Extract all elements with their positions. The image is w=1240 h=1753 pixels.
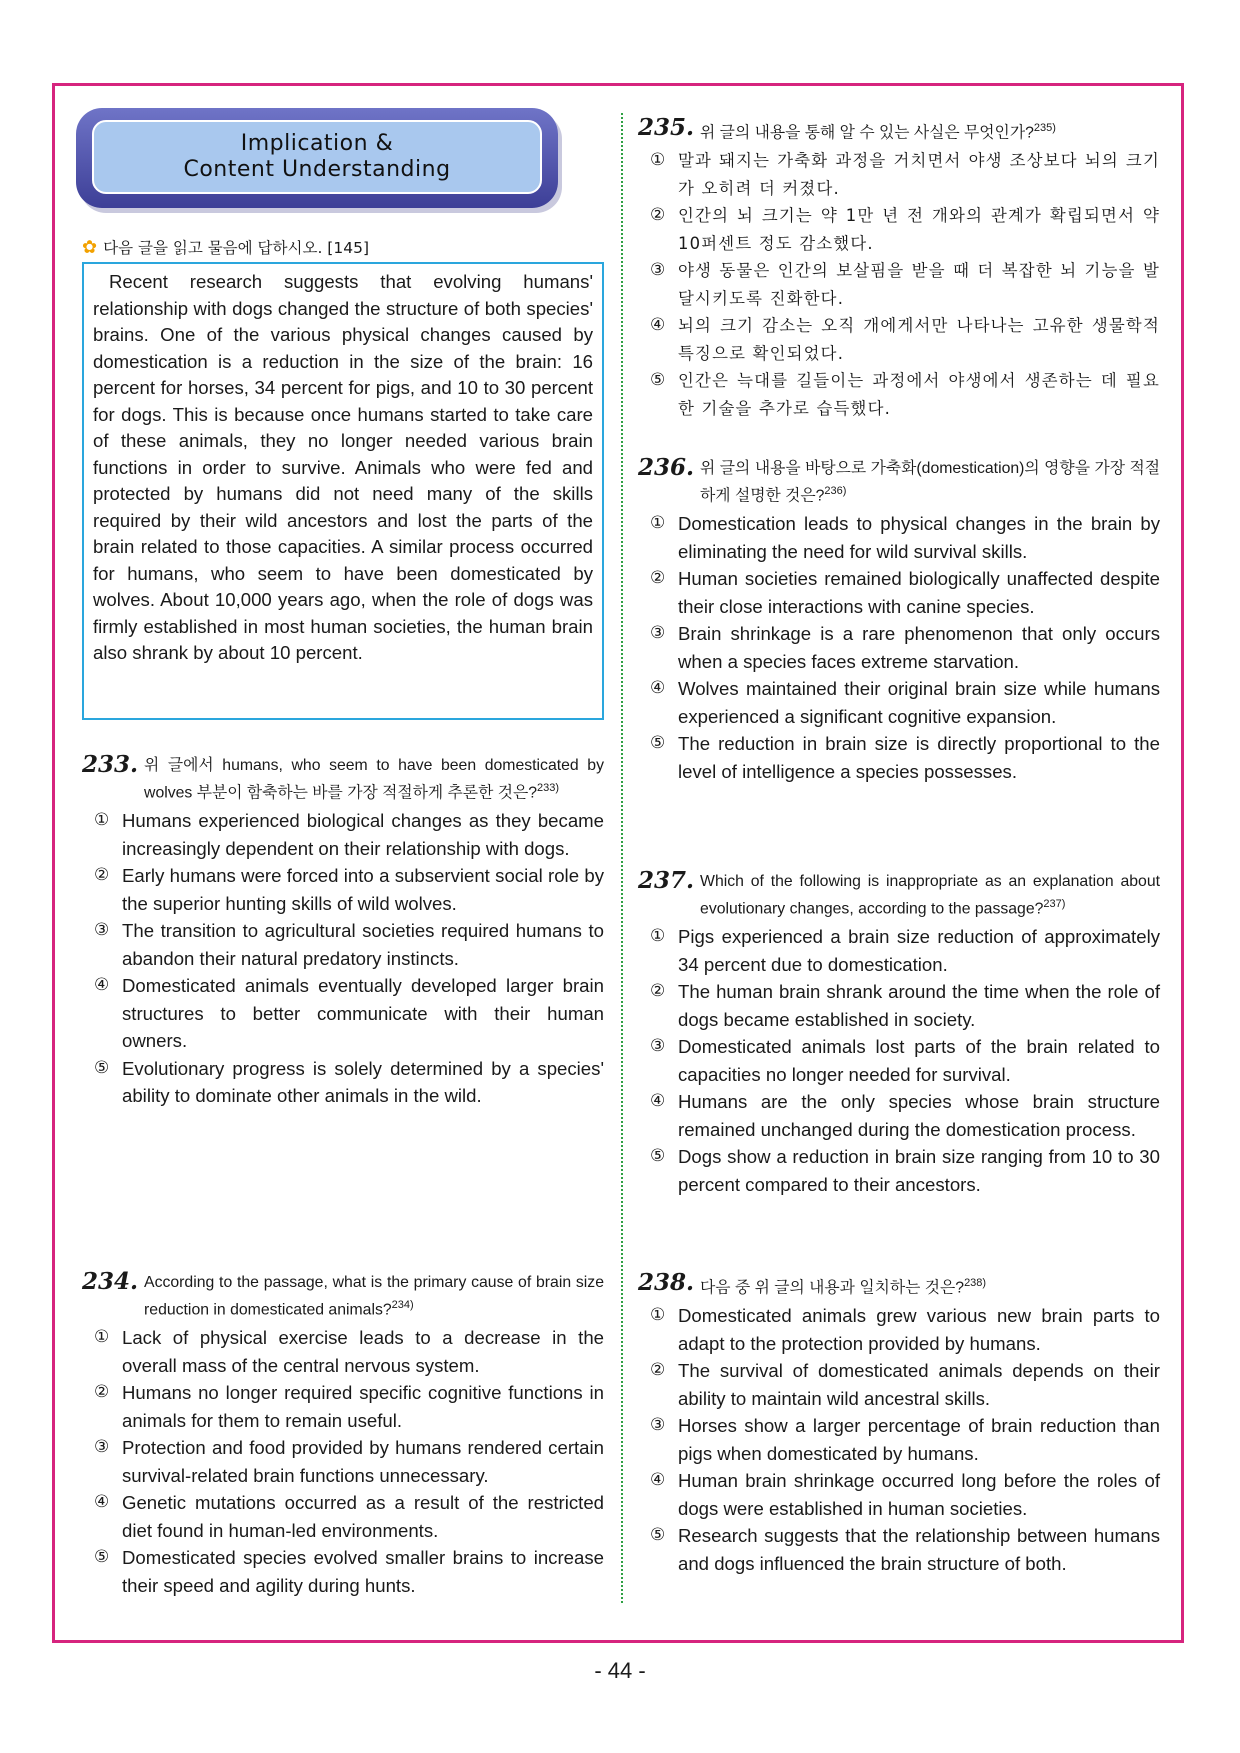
instruction [82,236,369,258]
option[interactable] [638,978,1160,1033]
footnote-ref: 236) [824,485,847,497]
option[interactable] [638,1033,1160,1088]
option-text: The transition to agricultural societies required humans to abandon their natural predatory instincts. [122,920,604,969]
question-text: According to the passage, what is the primary cause of brain size reduction in domesticated animals? [144,1274,604,1319]
option-text: Humans experienced biological changes as they became increasingly dependent on their relationship with dogs. [122,810,604,859]
option[interactable] [82,1434,604,1489]
option-text: Evolutionary progress is solely determined by a species' ability to dominate other animals in the wild. [122,1057,604,1107]
question-number: 238. [638,1269,695,1296]
question-prompt [700,117,1160,144]
question-text: 위 글의 내용을 통해 알 수 있는 사실은 무엇인가? [700,124,1034,142]
section-banner-inner [92,120,542,194]
question-text: Which of the following is inappropriate as an explanation about evolutionary changes, according to the passage? [700,873,1160,918]
option-text: Domestication leads to physical changes in the brain by eliminating the need for wild survival skills. [678,513,1160,562]
banner-title-line2: Content Understanding [183,157,451,182]
option-marker: ② [94,865,110,886]
option-marker: ⑤ [650,733,666,754]
option-text: 말과 돼지는 가축화 과정을 거치면서 야생 조상보다 뇌의 크기가 오히려 더 커졌다. [678,151,1160,198]
option-marker: ③ [650,260,667,281]
option-text: Domesticated species evolved smaller brains to increase their speed and agility during hunts. [122,1547,604,1596]
footnote-ref: 233) [537,782,560,794]
option[interactable] [638,257,1160,312]
option-marker: ④ [650,315,667,336]
option-marker: ② [650,205,667,226]
option-text: Protection and food provided by humans rendered certain survival-related brain functions unnecessary. [122,1437,604,1486]
question-number: 237. [638,867,695,894]
option-marker: ⑤ [94,1547,110,1568]
question-text: 위 글의 내용을 바탕으로 가축화(domestication)의 영향을 가장 적절하게 설명한 것은? [700,460,1160,505]
option-marker: ④ [94,1492,110,1513]
option[interactable] [82,1055,604,1110]
question-236 [638,454,1160,785]
footnote-ref: 238) [964,1277,987,1289]
option[interactable] [638,730,1160,785]
option-marker: ② [94,1382,110,1403]
option-marker: ③ [650,1036,666,1057]
page-number: - 44 - [594,1658,646,1683]
option-marker: ② [650,981,666,1002]
option-marker: ① [650,926,666,947]
option-list [638,510,1160,785]
option-marker: ④ [650,1091,666,1112]
question-number: 236. [638,454,695,481]
question-header [82,751,604,804]
option[interactable] [638,675,1160,730]
option-text: Pigs experienced a brain size reduction of approximately 34 percent due to domestication. [678,926,1160,975]
option-text: Dogs show a reduction in brain size ranging from 10 to 30 percent compared to their ancestors. [678,1146,1160,1195]
option-list [638,1302,1160,1577]
option-list [82,807,604,1110]
option-text: Research suggests that the relationship between humans and dogs influenced the brain structure of both. [678,1525,1160,1574]
option-text: Humans no longer required specific cognitive functions in animals for them to remain useful. [122,1382,604,1431]
option-marker: ③ [650,623,666,644]
option[interactable] [638,147,1160,202]
question-number: 235. [638,114,695,141]
option-text: Horses show a larger percentage of brain reduction than pigs when domesticated by humans. [678,1415,1160,1464]
column-divider [621,113,623,1603]
question-238 [638,1269,1160,1577]
option-text: Lack of physical exercise leads to a decrease in the overall mass of the central nervous system. [122,1327,604,1376]
question-235 [638,114,1160,422]
option[interactable] [638,312,1160,367]
question-237 [638,867,1160,1198]
option-marker: ② [650,1360,666,1381]
option-text: The reduction in brain size is directly proportional to the level of intelligence a species possesses. [678,733,1160,782]
reading-passage: Recent research suggests that evolving humans' relationship with dogs changed the structure of both species' brains. One of the various physical changes caused by domestication is a reduction in the size of the brain: 16 percent for horses, 34 percent for pigs, and 10 to 30 percent for dogs. This is because once humans started to take care of these animals, they no longer needed various brain functions in order to survive. Animals who were fed and protected by humans did not need many of the skills required by their wild ancestors and lost the parts of the brain related to those capacities. A similar process occurred for humans, who seem to have been domesticated by wolves. About 10,000 years ago, when the role of dogs was firmly established in most human societies, the human brain also shrank by about 10 percent. [82,262,604,720]
question-header [638,454,1160,507]
option[interactable] [638,1467,1160,1522]
banner-title-line1: Implication & [240,131,394,156]
option[interactable] [82,1324,604,1379]
option-text: The human brain shrank around the time when the role of dogs became established in society. [678,981,1160,1030]
option-marker: ① [94,810,110,831]
question-text: 위 글에서 humans, who seem to have been domesticated by wolves 부분이 함축하는 바를 가장 적절하게 추론한 것은? [144,757,604,802]
option[interactable] [638,1302,1160,1357]
option-text: Domesticated animals grew various new brain parts to adapt to the protection provided by humans. [678,1305,1160,1354]
option[interactable] [638,1143,1160,1198]
section-banner [76,108,558,208]
question-text: 다음 중 위 글의 내용과 일치하는 것은? [700,1279,965,1297]
option-marker: ⑤ [650,370,667,391]
flower-icon: ✿ [82,236,98,258]
option-text: Genetic mutations occurred as a result of the restricted diet found in human-led environments. [122,1492,604,1541]
option[interactable] [82,1489,604,1544]
option-marker: ③ [650,1415,666,1436]
option-marker: ③ [94,1437,110,1458]
question-header [638,867,1160,920]
option[interactable] [638,565,1160,620]
option[interactable] [638,1088,1160,1143]
option-list [638,923,1160,1198]
option-text: Human brain shrinkage occurred long before the roles of dogs were established in human societies. [678,1470,1160,1519]
question-233 [82,751,604,1110]
question-234 [82,1268,604,1599]
option-marker: ① [94,1327,110,1348]
option-text: 야생 동물은 인간의 보살핌을 받을 때 더 복잡한 뇌 기능을 발달시키도록 진화한다. [678,261,1160,308]
option[interactable] [638,1357,1160,1412]
question-prompt [700,870,1160,920]
option-text: The survival of domesticated animals depends on their ability to maintain wild ancestral skills. [678,1360,1160,1409]
question-number: 234. [82,1268,139,1295]
footnote-ref: 237) [1043,898,1066,910]
option-marker: ④ [650,1470,666,1491]
option-text: Domesticated animals eventually developed larger brain structures to better communicate with their human owners. [122,975,604,1052]
option-text: 인간의 뇌 크기는 약 1만 년 전 개와의 관계가 확립되면서 약 10퍼센트 정도 감소했다. [678,206,1160,253]
question-header [638,114,1160,144]
footnote-ref: 234) [391,1299,414,1311]
option[interactable] [638,202,1160,257]
question-prompt [700,1272,1160,1299]
option-marker: ④ [650,678,666,699]
option-text: Wolves maintained their original brain size while humans experienced a significant cognitive expansion. [678,678,1160,727]
question-prompt [144,754,604,804]
option-list [638,147,1160,422]
option-marker: ③ [94,920,110,941]
option-marker: ① [650,513,666,534]
question-header [82,1268,604,1321]
option[interactable] [82,972,604,1055]
instruction-text: 다음 글을 읽고 물음에 답하시오. [145] [103,239,369,257]
question-number: 233. [82,751,139,778]
option-marker: ① [650,1305,666,1326]
option[interactable] [638,923,1160,978]
footnote-ref: 235) [1033,122,1056,134]
option-marker: ① [650,150,667,171]
option-text: Human societies remained biologically unaffected despite their close interactions with canine species. [678,568,1160,617]
option[interactable] [638,510,1160,565]
question-prompt [144,1271,604,1321]
option-text: 인간은 늑대를 길들이는 과정에서 야생에서 생존하는 데 필요한 기술을 추가로 습득했다. [678,371,1160,418]
option[interactable] [82,917,604,972]
option[interactable] [82,1379,604,1434]
question-header [638,1269,1160,1299]
option-text: Early humans were forced into a subservient social role by the superior hunting skills of wild wolves. [122,865,604,914]
option[interactable] [638,1412,1160,1467]
option-marker: ④ [94,975,110,996]
option[interactable] [82,807,604,862]
option[interactable] [638,367,1160,422]
option-list [82,1324,604,1599]
option-marker: ⑤ [650,1525,666,1546]
option-text: Brain shrinkage is a rare phenomenon that only occurs when a species faces extreme starvation. [678,623,1160,672]
option-marker: ⑤ [94,1057,110,1078]
option-text: Domesticated animals lost parts of the brain related to capacities no longer needed for survival. [678,1036,1160,1085]
option[interactable] [82,862,604,917]
option[interactable] [82,1544,604,1599]
option-marker: ② [650,568,666,589]
option-marker: ⑤ [650,1146,666,1167]
option[interactable] [638,1522,1160,1577]
option-text: Humans are the only species whose brain structure remained unchanged during the domestication process. [678,1091,1160,1140]
option[interactable] [638,620,1160,675]
option-text: 뇌의 크기 감소는 오직 개에게서만 나타나는 고유한 생물학적 특징으로 확인되었다. [678,316,1160,363]
question-prompt [700,457,1160,507]
